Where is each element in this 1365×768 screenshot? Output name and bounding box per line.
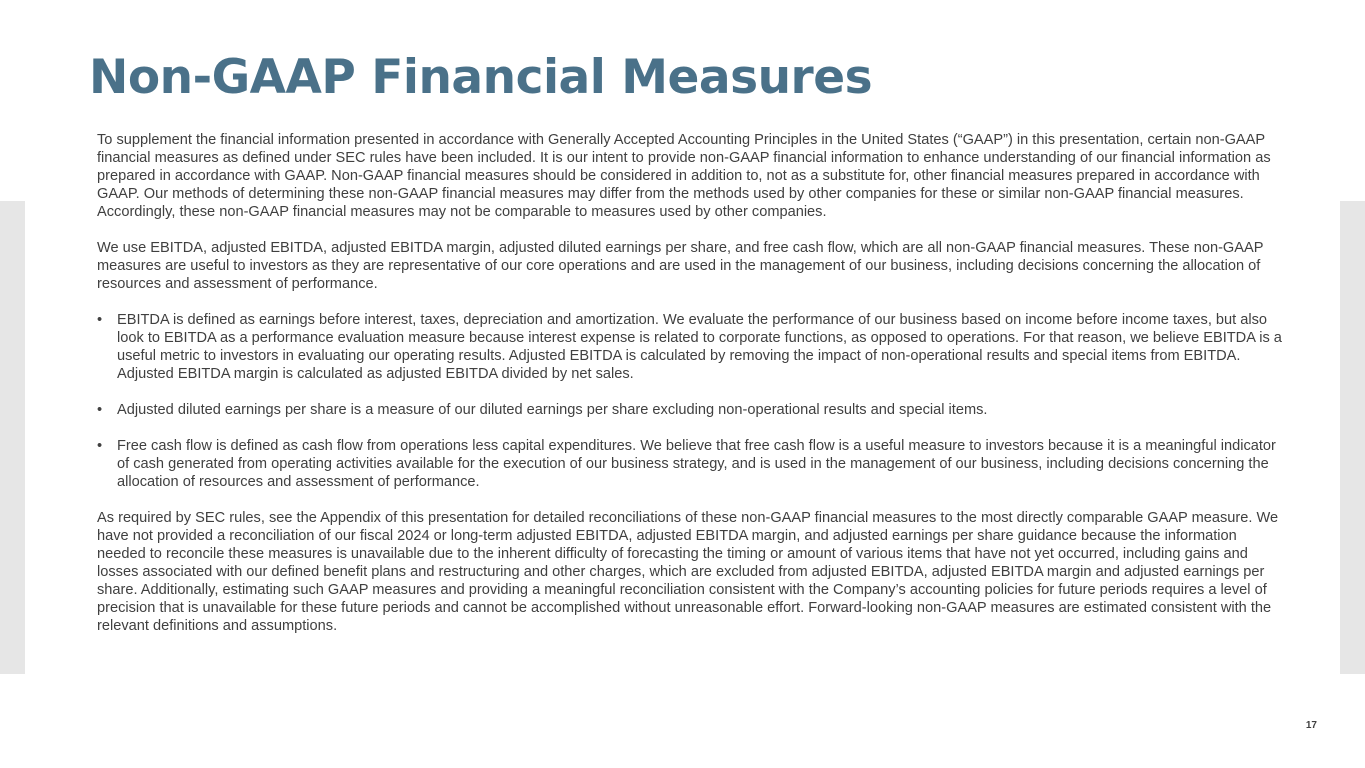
list-item-text: Free cash flow is defined as cash flow from operations less capital expenditures. We believe that free cash flow is a useful measure to investors because it is a meaningful indicator of cash generated from operating activities available for the execution of our business strategy, and is used in the management of our business, including decisions concerning the allocation of resources and assessment of performance. xyxy=(117,438,1276,490)
usage-paragraph: We use EBITDA, adjusted EBITDA, adjusted EBITDA margin, adjusted diluted earnings per share, and free cash flow, which are all non-GAAP financial measures. These non-GAAP measures are useful to investors as they are representative of our core operations and are used in the management of our business, including decisions concerning the allocation of resources and assessment of performance. xyxy=(97,240,1264,292)
closing-paragraph: As required by SEC rules, see the Appendix of this presentation for detailed reconciliations of these non-GAAP financial measures to the most directly comparable GAAP measure. We have not provided a reconciliation of our fiscal 2024 or long-term adjusted EBITDA, adjusted EBITDA margin, and adjusted earnings per share guidance because the information needed to reconcile these measures is unavailable due to the inherent difficulty of forecasting the timing or amount of various items that have not yet occurred, including gains and losses associated with our defined benefit plans and restructuring and other charges, which are excluded from adjusted EBITDA, adjusted EBITDA margin and adjusted earnings per share. Additionally, estimating such GAAP measures and providing a meaningful reconciliation consistent with the Company’s accounting policies for future periods requires a level of precision that is unavailable for these future periods and cannot be accomplished without unreasonable effort. Forward-looking non-GAAP measures are estimated consistent with the relevant definitions and assumptions. xyxy=(97,510,1279,634)
page-title: Non-GAAP Financial Measures xyxy=(89,50,873,105)
list-item-ebitda xyxy=(97,311,1289,383)
list-item-free-cash-flow xyxy=(97,437,1289,491)
list-item-text: EBITDA is defined as earnings before interest, taxes, depreciation and amortization. We evaluate the performance of our business based on income before income taxes, but also look to EBITDA as a performance evaluation measure because interest expense is related to corporate functions, as opposed to operations. For that reason, we believe EBITDA is a useful metric to investors in evaluating our operating results. Adjusted EBITDA is calculated by removing the impact of non-operational results and special items from EBITDA. Adjusted EBITDA margin is calculated as adjusted EBITDA divided by net sales. xyxy=(117,312,1282,382)
bullet-icon: • xyxy=(97,438,103,454)
right-side-bar xyxy=(1340,201,1365,674)
page-number: 17 xyxy=(1305,720,1317,731)
list-item-text: Adjusted diluted earnings per share is a measure of our diluted earnings per share excluding non-operational results and special items. xyxy=(117,402,988,418)
body-content xyxy=(97,131,1289,653)
intro-paragraph: To supplement the financial information presented in accordance with Generally Accepted Accounting Principles in the United States (“GAAP”) in this presentation, certain non-GAAP financial measures as defined under SEC rules have been included. It is our intent to provide non-GAAP financial information to enhance understanding of our financial information as prepared in accordance with GAAP. Non-GAAP financial measures should be considered in addition to, not as a substitute for, other financial measures prepared in accordance with GAAP. Our methods of determining these non-GAAP financial measures may differ from the methods used by other companies for these or similar non-GAAP financial measures. Accordingly, these non-GAAP financial measures may not be comparable to measures used by other companies. xyxy=(97,132,1271,220)
bullet-icon: • xyxy=(97,312,103,328)
left-side-bar xyxy=(0,201,25,674)
list-item-adjusted-eps xyxy=(97,401,1289,419)
definitions-list xyxy=(97,311,1289,491)
bullet-icon: • xyxy=(97,402,103,418)
